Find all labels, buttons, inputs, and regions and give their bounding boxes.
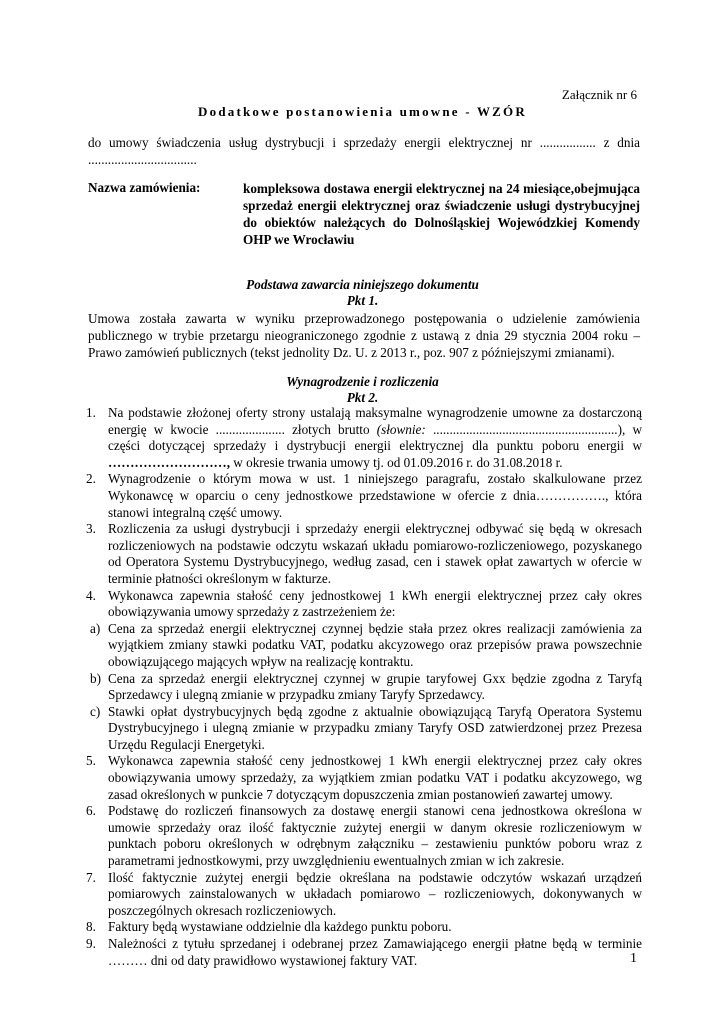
sub-list-item	[86, 704, 642, 754]
list-item	[86, 919, 642, 936]
sub-list-item	[86, 621, 642, 671]
item-number: 9.	[86, 936, 96, 951]
item-text: Wykonawca zapewnia stałość ceny jednostkowej 1 kWh energii elektrycznej przez cały okres obowiązywania umowy sprzedaży, za wyjątkiem zmian podatku VAT i podatku akcyzowego, wg zasad określonych w punkcie 7 dotyczącym dopuszczenia zmian postanowień zawartej umowy.	[108, 753, 642, 802]
list-item	[86, 753, 642, 803]
section2-pkt: Pkt 2.	[346, 390, 379, 405]
sub-item-text: Stawki opłat dystrybucyjnych będą zgodne z aktualnie obowiązującą Taryfą Operatora Systemu Dystrybucyjnego i ulegną zmianie w przypadku zmiany Taryfy OSD zatwierdzonej przez Prezesa Urzędu Regulacji Energetyki.	[108, 703, 642, 752]
item1-text-part3: w okresie trwania umowy tj. od 01.09.2016 r. do 31.08.2018 r.	[229, 454, 563, 470]
item-number: 3.	[86, 521, 96, 537]
item1-slownie: (słownie:	[376, 421, 426, 437]
order-name-value: kompleksowa dostawa energii elektrycznej na 24 miesiące,obejmująca sprzedaż energii elektrycznej oraz świadczenie usługi dystrybucyjnej do obiektów należących do Dolnośląskiej Wojewódzkiej Komendy OHP we Wrocławiu	[243, 181, 640, 247]
document-title: Dodatkowe postanowienia umowne - WZÓR	[198, 104, 527, 119]
item-number: 4.	[86, 587, 96, 603]
item-text: Podstawę do rozliczeń finansowych za dostawę energii stanowi cena jednostkowa określona w umowie sprzedaży oraz ilość faktycznie zużytej energii w danym okresie rozliczeniowym w punktach poboru określonych w odrębnym załączniku – zestawieniu punktów poboru wraz z parametrami jednostkowymi, przy uwzględnieniu ewentualnych zmian w ich zakresie.	[108, 803, 642, 869]
list-item	[86, 471, 642, 521]
sub-item-text: Cena za sprzedaż energii elektrycznej czynnej w grupie taryfowej Gxx będzie zgodna z Taryfą Sprzedawcy i ulegną zmianie w przypadku zmiany Taryfy Sprzedawcy.	[108, 670, 642, 703]
list-item	[86, 405, 642, 471]
section1-pkt: Pkt 1.	[346, 293, 379, 308]
sub-item-letter: b)	[90, 670, 101, 686]
annex-label: Załącznik nr 6	[561, 87, 637, 102]
item-number: 2.	[86, 471, 96, 487]
section1-paragraph: Umowa została zawarta w wyniku przeprowadzonego postępowania o udzielenie zamówienia publicznego w trybie przetargu nieograniczonego zgodnie z ustawą z dnia 29 stycznia 2004 roku – Prawo zamówień publicznych (tekst jednolity Dz. U. z 2013 r., poz. 907 z późniejszymi zmianami).	[88, 311, 640, 360]
sub-list-item	[86, 671, 642, 704]
item1-dots: ………………………,	[108, 454, 230, 470]
item-number: 7.	[86, 869, 96, 885]
list-item	[86, 936, 642, 969]
section2-list	[86, 405, 642, 969]
order-name-label: Nazwa zamówienia:	[88, 180, 201, 195]
item-text: Wynagrodzenie o którym mowa w ust. 1 niniejszego paragrafu, zostało skalkulowane przez Wykonawcę w oparciu o ceny jednostkowe przedstawione w ofercie z dnia……………., która stanowi integralną część umowy.	[108, 471, 642, 520]
item-text: Należności z tytułu sprzedanej i odebranej przez Zamawiającego energii płatne będą w terminie ……… dni od daty prawidłowo wystawionej faktury VAT.	[108, 936, 642, 968]
sub-item-text: Cena za sprzedaż energii elektrycznej czynnej będzie stała przez okres realizacji zamówienia za wyjątkiem zmiany stawki podatku VAT, podatku akcyzowego oraz przepisów prawa powszechnie obowiązującego mających wpływ na realizację kontraktu.	[108, 620, 642, 669]
sub-item-letter: a)	[90, 620, 101, 636]
intro-paragraph: do umowy świadczenia usług dystrybucji i sprzedaży energii elektrycznej nr ................. z dnia .................................	[88, 135, 640, 167]
section1-heading: Podstawa zawarcia niniejszego dokumentu	[246, 277, 479, 292]
item-number: 1.	[86, 405, 96, 420]
item1-text-part2: ........................................................), w części dotyczącej sprzedaży i dystrybucji energii elektrycznej dla punktu poboru energii w	[108, 421, 642, 454]
item-number: 8.	[86, 919, 96, 935]
item1-text-part1: Na podstawie złożonej oferty strony ustalają maksymalne wynagrodzenie umowne za dostarczoną energię w kwocie ..................... złotych brutto	[108, 405, 642, 437]
item-text: Rozliczenia za usługi dystrybucji i sprzedaży energii elektrycznej odbywać się będą w okresach rozliczeniowych na podstawie odczytu wskazań układu pomiarowo-rozliczeniowego, pozyskanego od Operatora Systemu Dystrybucyjnego, według zasad, cen i stawek opłat zawartych w ofercie w terminie płatności określonym w fakturze.	[108, 521, 642, 586]
page-number: 1	[630, 951, 637, 966]
list-item	[86, 588, 642, 621]
section2-heading: Wynagrodzenie i rozliczenia	[286, 374, 439, 389]
list-item	[86, 870, 642, 920]
item-text: Ilość faktycznie zużytej energii będzie określana na podstawie odczytów wskazań urządzeń pomiarowych zainstalowanych w układach pomiarowo – rozliczeniowych, dokonywanych w poszczególnych okresach rozliczeniowych.	[108, 869, 642, 918]
list-item	[86, 803, 642, 869]
list-item	[86, 521, 642, 587]
sub-item-letter: c)	[90, 703, 101, 719]
item-text: Faktury będą wystawiane oddzielnie dla każdego punktu poboru.	[108, 919, 452, 935]
item-number: 6.	[86, 803, 96, 819]
item-number: 5.	[86, 753, 96, 769]
item-text: Wykonawca zapewnia stałość ceny jednostkowej 1 kWh energii elektrycznej przez cały okres obowiązywania umowy sprzedaży z zastrzeżeniem że:	[108, 587, 642, 620]
